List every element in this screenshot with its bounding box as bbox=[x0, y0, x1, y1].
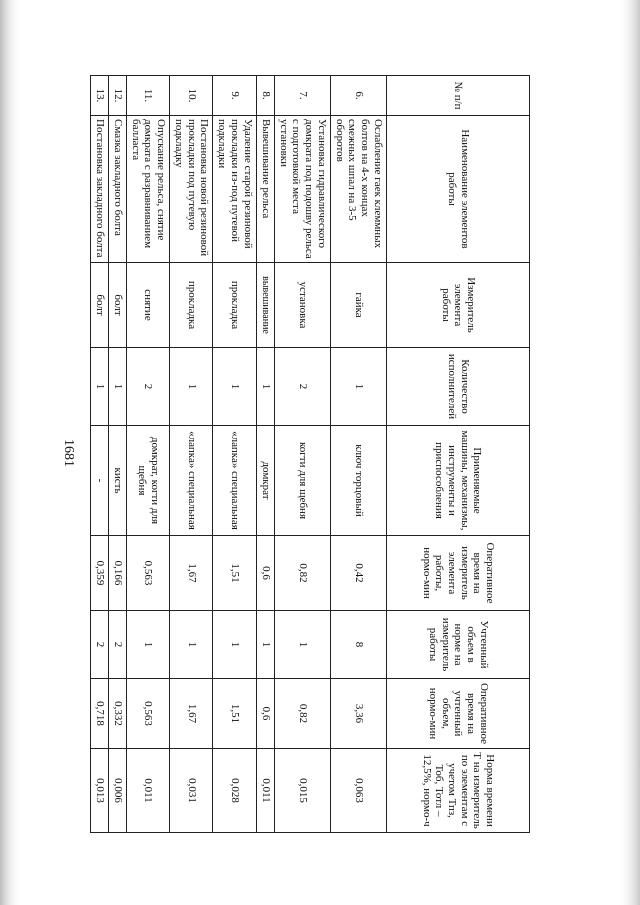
cell-op-time: 1,51 bbox=[213, 536, 256, 611]
cell-num: 8. bbox=[256, 76, 274, 116]
cell-op-time-total: 0,332 bbox=[108, 679, 126, 749]
cell-unit: снятие bbox=[126, 263, 169, 348]
cell-norm: 0,011 bbox=[126, 749, 169, 833]
cell-op-time: 0,82 bbox=[274, 536, 330, 611]
cell-name: Постановка новой резиновой прокладки под путевую подкладку bbox=[170, 116, 213, 263]
cell-name: Установка гидравлического домкрата под подошву рельса с подготовкой места установки bbox=[274, 116, 330, 263]
cell-op-time: 0,563 bbox=[126, 536, 169, 611]
table-header-row bbox=[387, 76, 530, 833]
cell-num: 10. bbox=[170, 76, 213, 116]
header-op-time-total: Оперативное время на учтенный объем, нормо-мин bbox=[387, 679, 530, 749]
cell-norm: 0,028 bbox=[213, 749, 256, 833]
cell-tools: «лапка» специальная bbox=[213, 426, 256, 536]
cell-name: Смазка закладного болта bbox=[108, 116, 126, 263]
cell-norm: 0,006 bbox=[108, 749, 126, 833]
table-row bbox=[170, 76, 213, 833]
cell-workers: 1 bbox=[213, 348, 256, 426]
cell-tools: - bbox=[91, 426, 109, 536]
cell-unit: прокладка bbox=[213, 263, 256, 348]
cell-norm: 0,063 bbox=[330, 749, 386, 833]
cell-tools: «лапка» специальная bbox=[170, 426, 213, 536]
cell-volume: 1 bbox=[126, 611, 169, 679]
header-op-time: Оперативное время на измеритель элемента работы, нормо-мин bbox=[387, 536, 530, 611]
table-row bbox=[274, 76, 330, 833]
cell-unit: вывешивание bbox=[256, 263, 274, 348]
cell-tools: домкрат bbox=[256, 426, 274, 536]
cell-volume: 1 bbox=[274, 611, 330, 679]
cell-tools: домкрат, когти для щебня bbox=[126, 426, 169, 536]
cell-num: 13. bbox=[91, 76, 109, 116]
cell-num: 6. bbox=[330, 76, 386, 116]
cell-op-time-total: 0,6 bbox=[256, 679, 274, 749]
cell-num: 12. bbox=[108, 76, 126, 116]
cell-tools: когти для щебня bbox=[274, 426, 330, 536]
cell-op-time: 1,67 bbox=[170, 536, 213, 611]
header-num: № п/п bbox=[387, 76, 530, 116]
cell-num: 9. bbox=[213, 76, 256, 116]
cell-unit: установка bbox=[274, 263, 330, 348]
cell-norm: 0,015 bbox=[274, 749, 330, 833]
table-row bbox=[91, 76, 109, 833]
cell-name: Постановка закладного болта bbox=[91, 116, 109, 263]
cell-tools: ключ торцовый bbox=[330, 426, 386, 536]
cell-op-time-total: 1,67 bbox=[170, 679, 213, 749]
cell-volume: 1 bbox=[213, 611, 256, 679]
cell-workers: 2 bbox=[274, 348, 330, 426]
cell-num: 11. bbox=[126, 76, 169, 116]
cell-name: Удаление старой резиновой прокладки из-под путевой подкладки bbox=[213, 116, 256, 263]
cell-op-time-total: 0,718 bbox=[91, 679, 109, 749]
table-row bbox=[108, 76, 126, 833]
cell-name: Опускание рельса, снятие домкрата с разравниванием балласта bbox=[126, 116, 169, 263]
page-number: 1681 bbox=[61, 439, 76, 467]
cell-volume: 1 bbox=[170, 611, 213, 679]
table-row bbox=[126, 76, 169, 833]
labor-norm-table bbox=[90, 75, 530, 833]
cell-op-time: 0,42 bbox=[330, 536, 386, 611]
cell-num: 7. bbox=[274, 76, 330, 116]
cell-unit: болт bbox=[108, 263, 126, 348]
cell-unit: болт bbox=[91, 263, 109, 348]
header-tools: Применяемые машины, механизмы, инструменты и приспособления bbox=[387, 426, 530, 536]
table-row bbox=[213, 76, 256, 833]
cell-volume: 2 bbox=[91, 611, 109, 679]
cell-op-time: 0,166 bbox=[108, 536, 126, 611]
cell-workers: 1 bbox=[256, 348, 274, 426]
cell-tools: кисть bbox=[108, 426, 126, 536]
cell-workers: 2 bbox=[126, 348, 169, 426]
header-unit: Измеритель элемента работы bbox=[387, 263, 530, 348]
cell-name: Ослабление гаек клеммных болтов на 4-х концах смежных шпал на 3-5 оборотов bbox=[330, 116, 386, 263]
cell-unit: прокладка bbox=[170, 263, 213, 348]
cell-op-time-total: 0,563 bbox=[126, 679, 169, 749]
cell-norm: 0,013 bbox=[91, 749, 109, 833]
cell-volume: 2 bbox=[108, 611, 126, 679]
header-volume: Учтенный объем в норме на измеритель работы bbox=[387, 611, 530, 679]
header-norm: Норма времени Т на измеритель по элементам с учетом Тпз, Тоб, Тотл – 12,5%, нормо-ч bbox=[387, 749, 530, 833]
cell-op-time-total: 0,82 bbox=[274, 679, 330, 749]
cell-name: Вывешивание рельса bbox=[256, 116, 274, 263]
cell-norm: 0,011 bbox=[256, 749, 274, 833]
cell-workers: 1 bbox=[91, 348, 109, 426]
table-row bbox=[330, 76, 386, 833]
table-row bbox=[256, 76, 274, 833]
cell-op-time: 0,359 bbox=[91, 536, 109, 611]
cell-unit: гайка bbox=[330, 263, 386, 348]
cell-workers: 1 bbox=[330, 348, 386, 426]
cell-op-time-total: 1,51 bbox=[213, 679, 256, 749]
cell-workers: 1 bbox=[170, 348, 213, 426]
header-workers: Количество исполнителей bbox=[387, 348, 530, 426]
cell-volume: 1 bbox=[256, 611, 274, 679]
header-name: Наименование элементов работы bbox=[387, 116, 530, 263]
table-container bbox=[90, 75, 530, 832]
cell-workers: 1 bbox=[108, 348, 126, 426]
cell-op-time: 0,6 bbox=[256, 536, 274, 611]
cell-op-time-total: 3,36 bbox=[330, 679, 386, 749]
cell-norm: 0,031 bbox=[170, 749, 213, 833]
cell-volume: 8 bbox=[330, 611, 386, 679]
